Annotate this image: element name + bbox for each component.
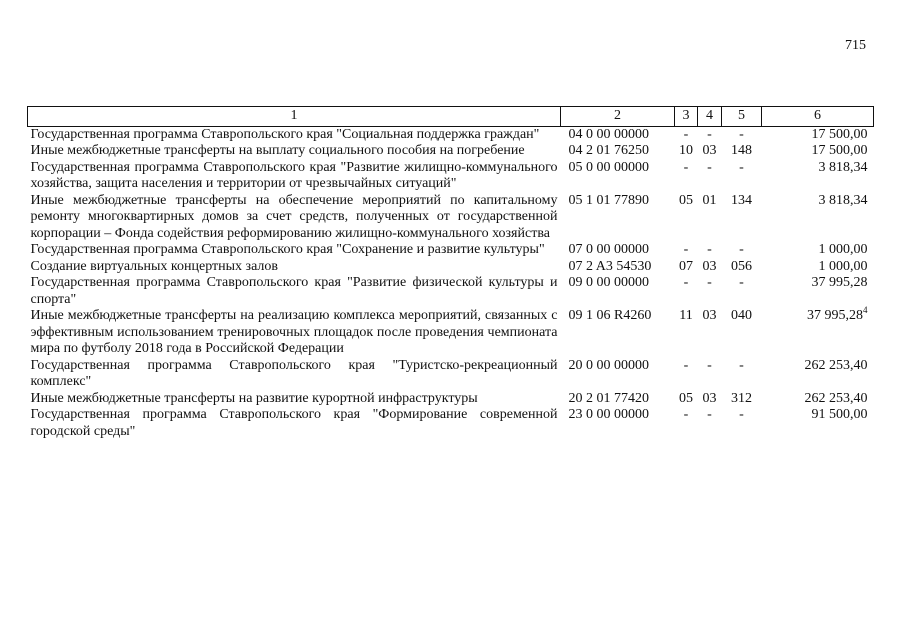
row-subsection-cell: 03 <box>702 308 717 323</box>
row-subsection-cell: - <box>707 357 712 373</box>
amount-value: 1 000,00 <box>818 258 868 274</box>
row-amount-cell <box>762 259 874 276</box>
row-name-cell: Иные межбюджетные трансферты на развитие курортной инфраструктуры <box>30 390 478 406</box>
row-expense-type-cell: - <box>739 407 744 422</box>
row-section-cell: 07 <box>679 258 693 274</box>
row-amount-cell <box>762 126 874 143</box>
row-section-cell: 05 <box>679 192 693 208</box>
table-row <box>28 308 874 358</box>
table-row <box>28 160 874 193</box>
row-code-cell: 07 0 00 00000 <box>568 242 649 257</box>
table-row <box>28 391 874 408</box>
row-section-cell: - <box>683 159 689 175</box>
column-header-2: 2 <box>561 107 675 127</box>
row-code-cell: 20 0 00 00000 <box>568 357 649 373</box>
row-name-cell: Иные межбюджетные трансферты на реализацию комплекса мероприятий, связанных с эффективным использованием тренировочных площадок после проведения чемпионата мира по футболу 2018 года в Российской Федерации <box>30 308 558 356</box>
column-header-3: 3 <box>675 107 698 127</box>
table-row <box>28 126 874 143</box>
row-expense-type-cell: - <box>739 242 744 257</box>
row-name-cell: Государственная программа Ставропольского края "Формирование современной городской среды" <box>30 407 558 439</box>
row-amount-cell <box>762 275 874 308</box>
row-expense-type-cell: 312 <box>731 390 752 406</box>
footnote-marker: 4 <box>863 305 868 315</box>
table-header <box>28 107 874 127</box>
row-subsection-cell: 01 <box>702 192 717 208</box>
row-expense-type-cell: - <box>739 126 744 142</box>
row-section-cell: 11 <box>679 308 693 323</box>
row-name-cell: Государственная программа Ставропольского края "Туристско-рекреационный комплекс" <box>30 357 558 389</box>
row-section-cell: - <box>683 407 689 422</box>
row-code-cell: 04 0 00 00000 <box>568 126 649 142</box>
amount-value: 91 500,00 <box>811 407 868 422</box>
table-row <box>28 193 874 243</box>
row-subsection-cell: 03 <box>702 258 717 274</box>
row-expense-type-cell: 134 <box>731 192 752 208</box>
row-section-cell: 05 <box>679 390 693 406</box>
row-subsection-cell: - <box>707 242 712 257</box>
row-subsection-cell: - <box>707 407 712 422</box>
row-amount-cell <box>762 407 874 440</box>
budget-table <box>27 106 874 440</box>
row-code-cell: 09 1 06 R4260 <box>568 308 652 323</box>
row-amount-cell <box>762 305 874 358</box>
row-expense-type-cell: - <box>739 159 744 175</box>
row-name-cell: Иные межбюджетные трансферты на выплату социального пособия на погребение <box>30 143 525 158</box>
row-code-cell: 20 2 01 77420 <box>568 390 649 406</box>
page-number: 715 <box>845 38 866 53</box>
table-row <box>28 407 874 440</box>
amount-value: 262 253,40 <box>804 357 868 373</box>
table-body <box>28 126 874 440</box>
row-name-cell: Создание виртуальных концертных залов <box>30 258 279 274</box>
row-code-cell: 23 0 00 00000 <box>568 407 649 422</box>
column-header-1: 1 <box>28 107 561 127</box>
table-row <box>28 358 874 391</box>
row-name-cell: Государственная программа Ставропольского края "Развитие физической культуры и спорта" <box>30 275 558 307</box>
table-row <box>28 143 874 160</box>
column-header-6: 6 <box>762 107 874 127</box>
row-amount-cell <box>762 391 874 408</box>
row-amount-cell <box>762 143 874 160</box>
column-header-4: 4 <box>698 107 722 127</box>
row-name-cell: Иные межбюджетные трансферты на обеспечение мероприятий по капитальному ремонту многоквартирных домов за счет средств, полученных от государственной корпорации – Фонда содействия реформированию жилищно-коммунального хозяйства <box>30 192 558 241</box>
row-section-cell: - <box>683 126 689 142</box>
row-subsection-cell: - <box>707 159 712 175</box>
row-amount-cell <box>762 358 874 391</box>
amount-value: 17 500,00 <box>811 126 868 142</box>
amount-value: 17 500,00 <box>811 143 868 158</box>
row-amount-cell <box>762 193 874 243</box>
row-expense-type-cell: - <box>739 357 744 373</box>
row-section-cell: - <box>683 275 689 290</box>
row-section-cell: 10 <box>679 143 693 158</box>
row-expense-type-cell: 040 <box>731 308 752 323</box>
row-section-cell: - <box>683 242 689 257</box>
row-name-cell: Государственная программа Ставропольского края "Развитие жилищно-коммунального хозяйства, защита населения и территории от чрезвычайных ситуаций" <box>30 159 558 191</box>
table-row <box>28 259 874 276</box>
column-header-5: 5 <box>722 107 762 127</box>
table-row <box>28 275 874 308</box>
row-code-cell: 04 2 01 76250 <box>568 143 649 158</box>
row-code-cell: 09 0 00 00000 <box>568 275 649 290</box>
row-section-cell: - <box>683 357 689 373</box>
amount-value: 37 995,28 <box>811 275 868 290</box>
row-expense-type-cell: - <box>739 275 744 290</box>
row-subsection-cell: 03 <box>702 143 717 158</box>
amount-value: 262 253,40 <box>804 390 868 406</box>
row-amount-cell <box>762 242 874 259</box>
row-expense-type-cell: 148 <box>731 143 752 158</box>
amount-value: 3 818,34 <box>818 159 868 175</box>
row-name-cell: Государственная программа Ставропольского края "Сохранение и развитие культуры" <box>30 242 545 257</box>
row-subsection-cell: - <box>707 126 712 142</box>
row-code-cell: 05 1 01 77890 <box>568 192 649 208</box>
row-subsection-cell: 03 <box>702 390 717 406</box>
row-code-cell: 05 0 00 00000 <box>568 159 649 175</box>
row-code-cell: 07 2 A3 54530 <box>568 258 652 274</box>
row-amount-cell <box>762 160 874 193</box>
row-name-cell: Государственная программа Ставропольского края "Социальная поддержка граждан" <box>30 126 540 142</box>
table-row <box>28 242 874 259</box>
amount-value: 37 995,28 <box>807 308 863 323</box>
amount-value: 1 000,00 <box>818 242 868 257</box>
row-expense-type-cell: 056 <box>731 258 752 274</box>
amount-value: 3 818,34 <box>818 192 868 208</box>
row-subsection-cell: - <box>707 275 712 290</box>
